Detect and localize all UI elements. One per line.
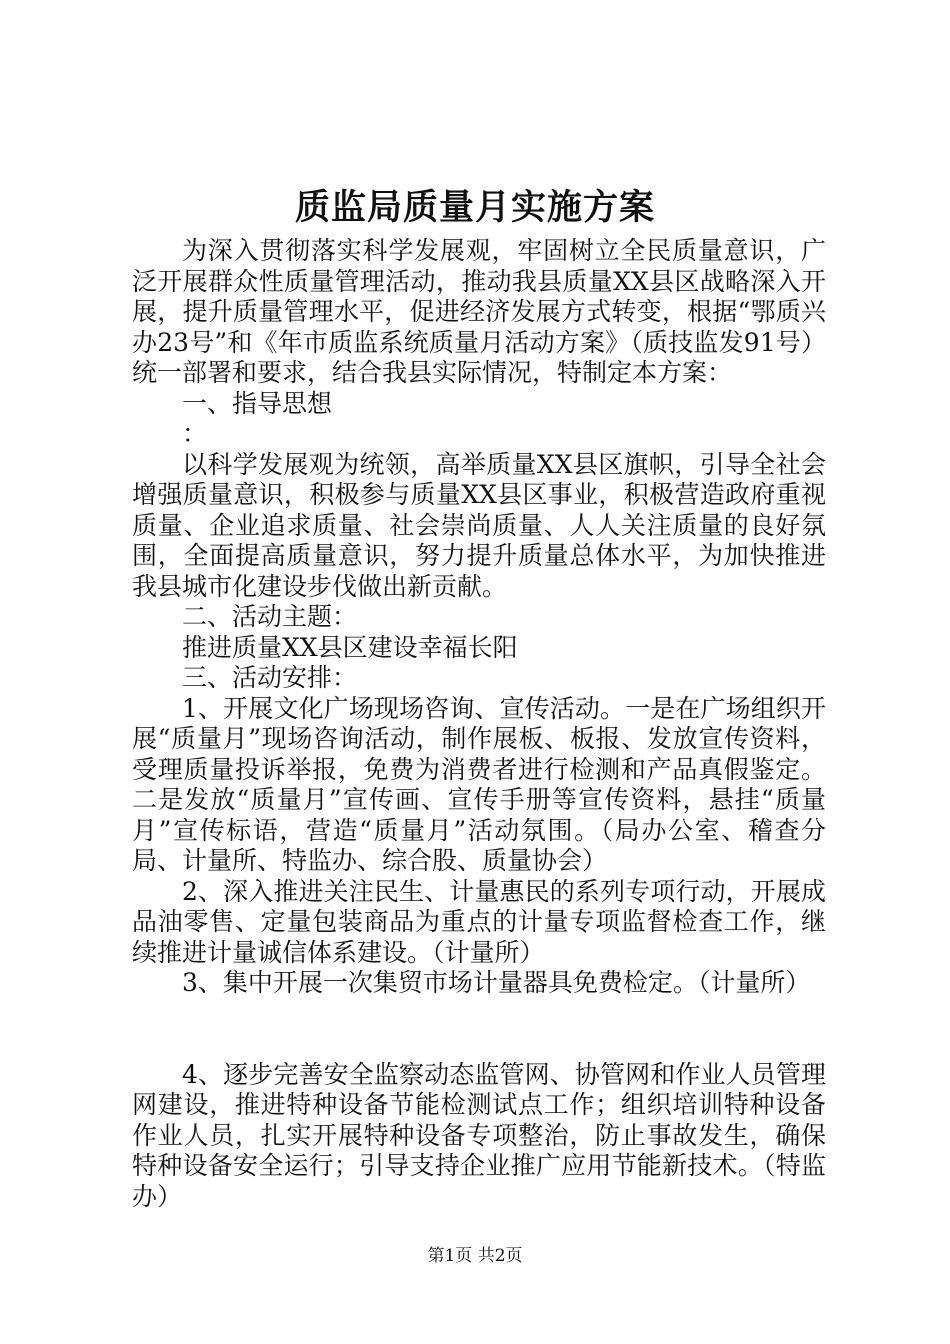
document-title: 质监局质量月实施方案 xyxy=(294,187,655,228)
paragraph-spacer xyxy=(132,999,826,1060)
item3-paragraph: 3、集中开展一次集贸市场计量器具免费检定。（计量所） xyxy=(182,968,811,997)
section2-heading: 二、活动主题： xyxy=(182,602,358,631)
section3-heading: 三、活动安排： xyxy=(182,663,358,692)
item1-paragraph: 1、开展文化广场现场咨询、宣传活动。一是在广场组织开展“质量月”现场咨询活动，制作展板、板报、发放宣传资料，受理质量投诉举报，免费为消费者进行检测和产品真假鉴定。二是发放“质量月”宣传画、宣传手册等宣传资料，悬挂“质量月”宣传标语，营造“质量月”活动氛围。（局办公室、稽查分局、计量所、特监办、综合股、质量协会） xyxy=(132,693,826,875)
section1-heading: 一、指导思想 xyxy=(182,388,333,418)
document-body xyxy=(132,236,826,1212)
item4-paragraph: 4、逐步完善安全监察动态监管网、协管网和作业人员管理网建设，推进特种设备节能检测试点工作；组织培训特种设备作业人员，扎实开展特种设备专项整治，防止事故发生，确保特种设备安全运行；引导支持企业推广应用节能新技术。（特监办） xyxy=(132,1059,826,1211)
page-footer: 第1页 共2页 xyxy=(427,1246,523,1266)
section1-paragraph: 以科学发展观为统领，高举质量XX县区旗帜，引导全社会增强质量意识，积极参与质量XX县区事业，积极营造政府重视质量、企业追求质量、社会崇尚质量、人人关注质量的良好氛围，全面提高质量意识，努力提升质量总体水平，为加快推进我县城市化建设步伐做出新贡献。 xyxy=(132,449,826,601)
intro-paragraph: 为深入贯彻落实科学发展观，牢固树立全民质量意识，广泛开展群众性质量管理活动，推动我县质量XX县区战略深入开展，提升质量管理水平，促进经济发展方式转变，根据“鄂质兴办23号”和《年市质监系统质量月活动方案》（质技监发91号）统一部署和要求，结合我县实际情况，特制定本方案： xyxy=(132,236,826,387)
section1-colon: ： xyxy=(182,419,208,448)
section2-paragraph: 推进质量XX县区建设幸福长阳 xyxy=(182,632,518,662)
item2-paragraph: 2、深入推进关注民生、计量惠民的系列专项行动，开展成品油零售、定量包装商品为重点的计量专项监督检查工作，继续推进计量诚信体系建设。（计量所） xyxy=(132,876,826,967)
